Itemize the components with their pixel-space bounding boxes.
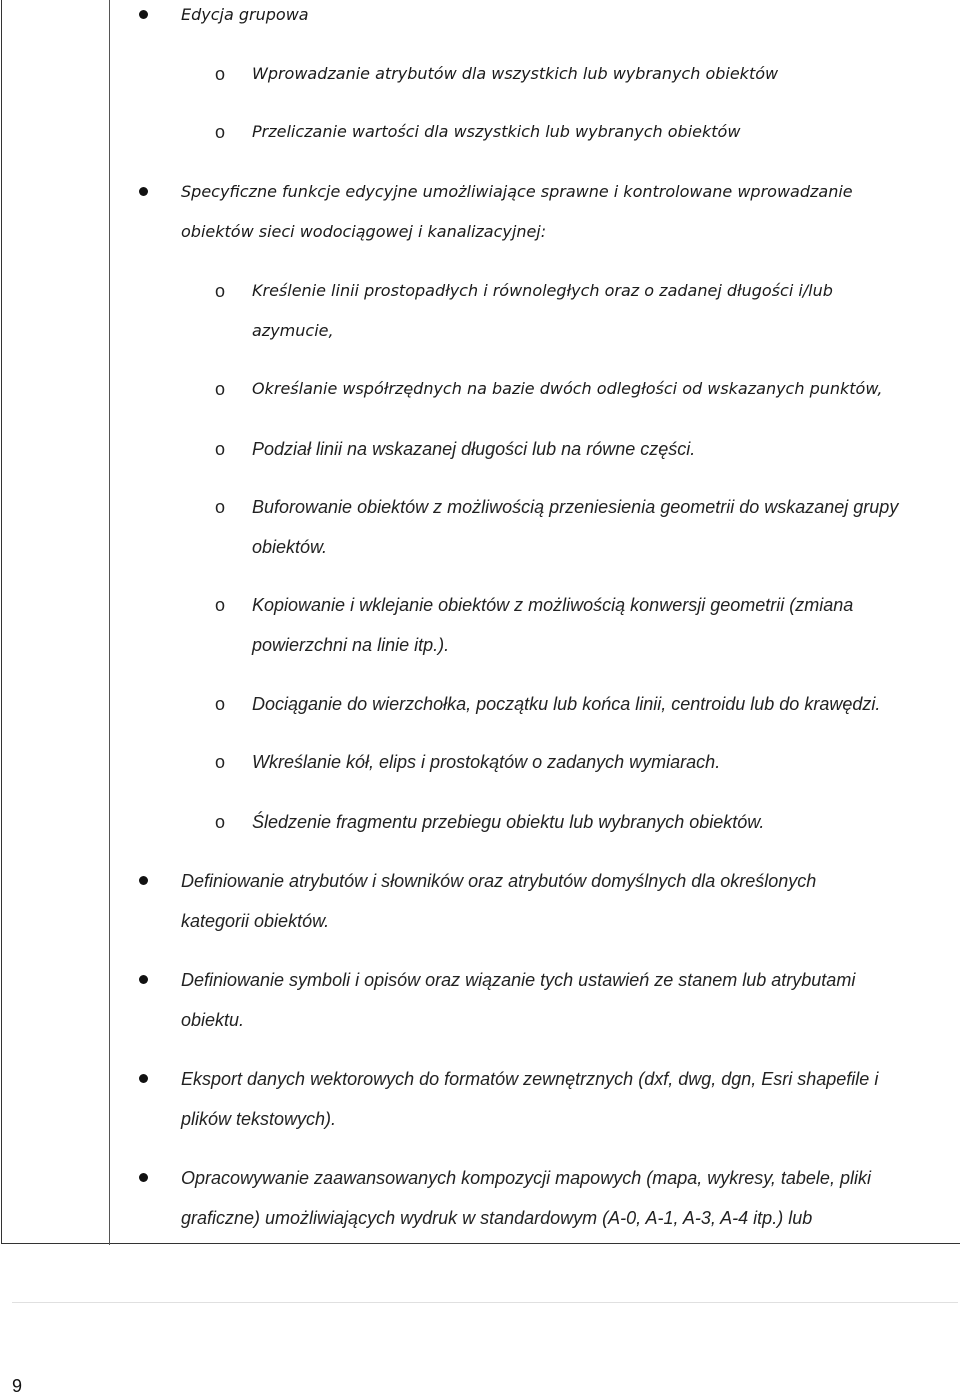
list-item-line: Kopiowanie i wklejanie obiektów z możliwością konwersji geometrii (zmiana — [252, 595, 854, 615]
list-item-line: Wkreślanie kół, elips i prostokątów o zadanych wymiarach. — [252, 752, 721, 772]
list-item-line: powierzchni na linie itp.). — [252, 635, 450, 655]
list-item-line: graficzne) umożliwiających wydruk w standardowym (A-0, A-1, A-3, A-4 itp.) lub — [181, 1208, 813, 1228]
list-item-line: Opracowywanie zaawansowanych kompozycji mapowych (mapa, wykresy, tabele, pliki — [181, 1168, 871, 1188]
list-item — [252, 54, 778, 94]
bullet-icon — [139, 876, 148, 885]
list-item-line: Definiowanie atrybutów i słowników oraz atrybutów domyślnych dla określonych — [181, 871, 817, 891]
bullet-icon — [139, 187, 148, 196]
sub-bullet-icon: o — [215, 497, 226, 517]
list-item-line: obiektów sieci wodociągowej i kanalizacyjnej: — [181, 222, 547, 241]
list-item-line: Kreślenie linii prostopadłych i równoległych oraz o zadanej długości i/lub — [252, 281, 833, 300]
list-item-line: Definiowanie symboli i opisów oraz wiązanie tych ustawień ze stanem lub atrybutami — [181, 970, 856, 990]
bullet-icon — [139, 1074, 148, 1083]
bullet-icon — [139, 10, 148, 19]
bullet-icon — [139, 1173, 148, 1182]
sub-bullet-icon: o — [215, 812, 226, 832]
list-item-line: azymucie, — [252, 321, 334, 340]
list-item-line: plików tekstowych). — [181, 1109, 337, 1129]
list-item-line: Przeliczanie wartości dla wszystkich lub wybranych obiektów — [252, 122, 741, 141]
bullet-icon — [139, 975, 148, 984]
list-item-line: Śledzenie fragmentu przebiegu obiektu lub wybranych obiektów. — [252, 812, 765, 832]
list-item — [252, 742, 720, 782]
list-item — [252, 802, 764, 842]
page-number: 9 — [12, 1376, 23, 1396]
sub-bullet-icon: o — [215, 64, 226, 84]
list-item — [252, 487, 898, 567]
list-item-line: Eksport danych wektorowych do formatów zewnętrznych (dxf, dwg, dgn, Esri shapefile i — [181, 1069, 879, 1089]
sub-bullet-icon: o — [215, 122, 226, 142]
list-item — [252, 271, 833, 351]
list-item-line: Dociąganie do wierzchołka, początku lub końca linii, centroidu lub do krawędzi. — [252, 694, 881, 714]
list-item — [252, 112, 740, 152]
list-item — [181, 1059, 878, 1139]
list-item — [252, 369, 882, 409]
list-item — [252, 585, 853, 665]
sub-bullet-icon: o — [215, 379, 226, 399]
footer-divider — [12, 1302, 958, 1303]
list-item-line: Buforowanie obiektów z możliwością przeniesienia geometrii do wskazanej grupy — [252, 497, 899, 517]
list-item-line: kategorii obiektów. — [181, 911, 330, 931]
list-item-line: Wprowadzanie atrybutów dla wszystkich lub wybranych obiektów — [252, 64, 779, 83]
list-item-line: Edycja grupowa — [181, 5, 309, 24]
sub-bullet-icon: o — [215, 439, 226, 459]
list-item-line: Podział linii na wskazanej długości lub na równe części. — [252, 439, 696, 459]
list-item — [181, 0, 309, 35]
sub-bullet-icon: o — [215, 694, 226, 714]
list-item-line: obiektu. — [181, 1010, 245, 1030]
list-item — [181, 861, 816, 941]
list-item — [181, 1158, 871, 1238]
list-item-line: Specyficzne funkcje edycyjne umożliwiające sprawne i kontrolowane wprowadzanie — [181, 182, 853, 201]
list-item-line: Określanie współrzędnych na bazie dwóch odległości od wskazanych punktów, — [252, 379, 883, 398]
list-item — [181, 960, 855, 1040]
table-column-divider — [109, 0, 110, 1245]
sub-bullet-icon: o — [215, 281, 226, 301]
list-item — [181, 172, 853, 252]
list-item-line: obiektów. — [252, 537, 328, 557]
sub-bullet-icon: o — [215, 752, 226, 772]
list-item — [252, 684, 880, 724]
list-item — [252, 429, 695, 469]
sub-bullet-icon: o — [215, 595, 226, 615]
